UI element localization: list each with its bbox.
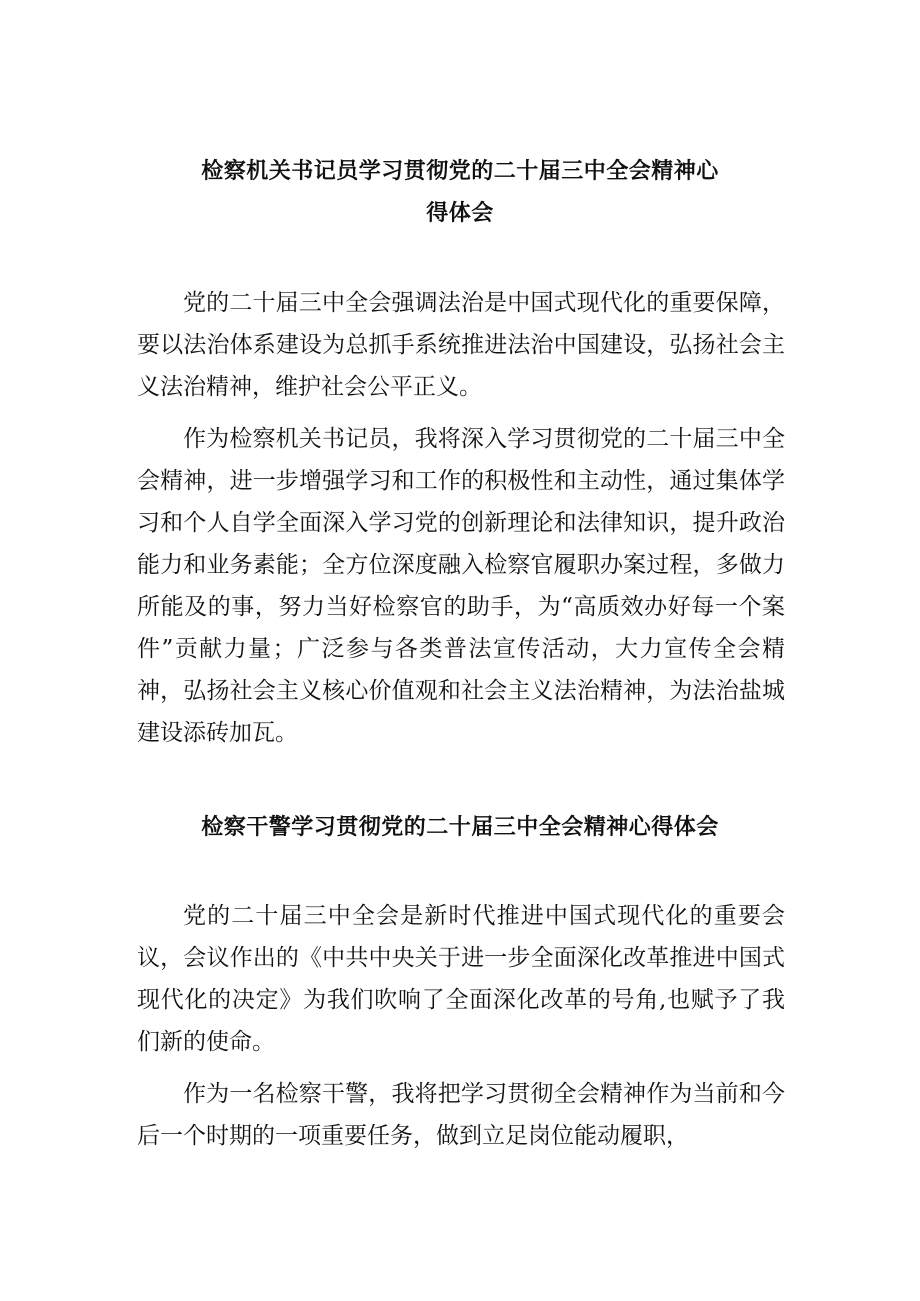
section-2-title-text: 检察干警学习贯彻党的二十届三中全会精神心得体会 [201, 814, 719, 840]
section-2-title [0, 806, 920, 848]
section-1-title-line-2: 得体会 [426, 200, 494, 226]
section-2-paragraph-1: 党的二十届三中全会是新时代推进中国式现代化的重要会议，会议作出的《中共中央关于进一步全面深化改革推进中国式现代化的决定》为我们吹响了全面深化改革的号角,也赋予了我们新的使命。 [137, 903, 785, 1055]
section-1-title [0, 150, 920, 234]
section-1-title-line-1: 检察机关书记员学习贯彻党的二十届三中全会精神心 [201, 158, 719, 184]
section-2-paragraph-2: 作为一名检察干警，我将把学习贯彻全会精神作为当前和今后一个时期的一项重要任务，做到立足岗位能动履职， [137, 1081, 785, 1149]
section-1-paragraph-2: 作为检察机关书记员，我将深入学习贯彻党的二十届三中全会精神，进一步增强学习和工作的积极性和主动性，通过集体学习和个人自学全面深入学习党的创新理论和法律知识，提升政治能力和业务素能；全方位深度融入检察官履职办案过程，多做力所能及的事，努力当好检察官的助手，为“高质效办好每一个案件”贡献力量；广泛参与各类普法宣传活动，大力宣传全会精神，弘扬社会主义核心价值观和社会主义法治精神，为法治盐城建设添砖加瓦。 [137, 426, 785, 746]
section-1-paragraph-1: 党的二十届三中全会强调法治是中国式现代化的重要保障，要以法治体系建设为总抓手系统推进法治中国建设，弘扬社会主义法治精神，维护社会公平正义。 [137, 290, 785, 400]
